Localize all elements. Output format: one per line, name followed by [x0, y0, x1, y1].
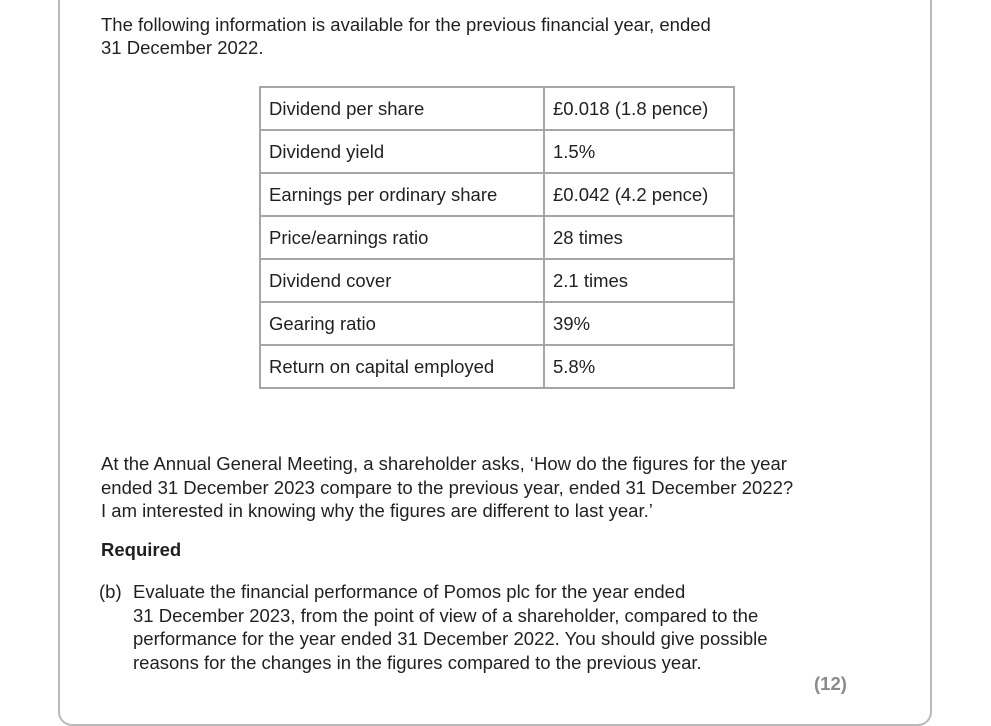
agm-line-1: At the Annual General Meeting, a shareholder asks, ‘How do the figures for the year — [101, 453, 787, 474]
question-line-3: performance for the year ended 31 December 2022. You should give possible — [133, 628, 768, 649]
intro-paragraph — [101, 13, 821, 59]
question-marker: (b) — [99, 581, 122, 602]
question-line-4: reasons for the changes in the figures compared to the previous year. — [133, 651, 702, 673]
row-value-dividend-yield: 1.5% — [544, 130, 734, 173]
ratios-table — [259, 86, 735, 389]
row-label-return-on-capital: Return on capital employed — [260, 345, 544, 388]
table-row — [260, 345, 734, 388]
agm-paragraph — [101, 452, 841, 523]
row-value-earnings-per-share: £0.042 (4.2 pence) — [544, 173, 734, 216]
table-row — [260, 87, 734, 130]
table-row — [260, 216, 734, 259]
row-label-price-earnings-ratio: Price/earnings ratio — [260, 216, 544, 259]
marks-label: (12) — [814, 673, 847, 694]
table-row — [260, 130, 734, 173]
row-value-dividend-per-share: £0.018 (1.8 pence) — [544, 87, 734, 130]
row-label-gearing-ratio: Gearing ratio — [260, 302, 544, 345]
row-value-price-earnings-ratio: 28 times — [544, 216, 734, 259]
intro-line-2: 31 December 2022. — [101, 37, 264, 58]
question-text — [133, 580, 813, 674]
row-value-return-on-capital: 5.8% — [544, 345, 734, 388]
row-label-dividend-per-share: Dividend per share — [260, 87, 544, 130]
row-label-dividend-cover: Dividend cover — [260, 259, 544, 302]
row-label-earnings-per-share: Earnings per ordinary share — [260, 173, 544, 216]
table-row — [260, 173, 734, 216]
agm-line-3: I am interested in knowing why the figures are different to last year.’ — [101, 500, 653, 521]
question-line-2: 31 December 2023, from the point of view of a shareholder, compared to the — [133, 604, 759, 626]
intro-line-1: The following information is available for the previous financial year, ended — [101, 14, 711, 35]
table-row — [260, 302, 734, 345]
agm-line-2: ended 31 December 2023 compare to the previous year, ended 31 December 2022? — [101, 476, 794, 498]
row-value-dividend-cover: 2.1 times — [544, 259, 734, 302]
question-line-1: Evaluate the financial performance of Pomos plc for the year ended — [133, 581, 686, 602]
row-label-dividend-yield: Dividend yield — [260, 130, 544, 173]
row-value-gearing-ratio: 39% — [544, 302, 734, 345]
required-heading: Required — [101, 539, 182, 560]
table-row — [260, 259, 734, 302]
